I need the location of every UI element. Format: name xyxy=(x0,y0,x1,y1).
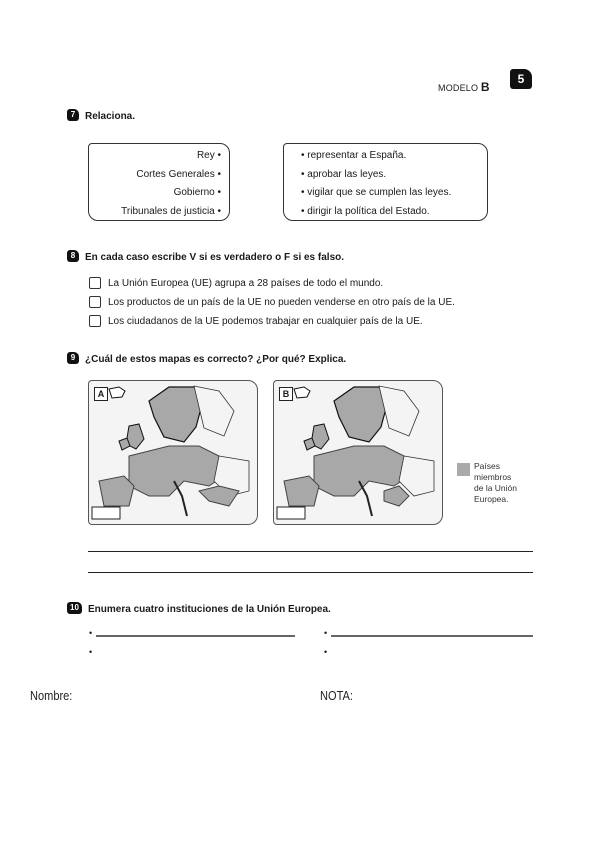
page-number: 5 xyxy=(510,69,532,89)
q10-number: 10 xyxy=(67,602,82,614)
match-right-item[interactable]: • representar a España. xyxy=(301,150,407,161)
q8-number: 8 xyxy=(67,250,79,262)
q9-heading xyxy=(67,349,346,367)
statement-text: Los ciudadanos de la UE podemos trabajar en cualquier país de la UE. xyxy=(108,315,423,327)
q7-right-column xyxy=(283,143,488,221)
q7-title: Relaciona. xyxy=(85,111,136,122)
map-label-a: A xyxy=(94,387,108,401)
europe-map-a-icon xyxy=(89,381,257,524)
answer-checkbox[interactable] xyxy=(89,277,101,289)
europe-map-b-icon xyxy=(274,381,442,524)
match-left-item[interactable]: Gobierno • xyxy=(173,187,221,198)
name-label: Nombre: xyxy=(30,688,73,703)
map-b xyxy=(273,380,443,525)
legend-line: de la Unión xyxy=(474,483,518,493)
legend-swatch xyxy=(457,463,470,476)
bullet: • xyxy=(89,647,93,657)
model-letter: B xyxy=(480,80,490,94)
q7-number: 7 xyxy=(67,109,79,121)
legend-line: Europea. xyxy=(474,494,509,504)
bullet: • xyxy=(89,628,93,638)
tf-statement xyxy=(89,277,383,289)
q9-title: ¿Cuál de estos mapas es correcto? ¿Por qué? Explica. xyxy=(85,354,347,365)
answer-line[interactable] xyxy=(88,572,533,573)
answer-line[interactable] xyxy=(331,635,533,637)
map-label-b: B xyxy=(279,387,293,401)
legend-line: Países xyxy=(474,461,500,471)
bullet: • xyxy=(324,628,328,638)
match-right-item[interactable]: • aprobar las leyes. xyxy=(301,168,387,180)
answer-line[interactable] xyxy=(88,551,533,552)
bullet: • xyxy=(324,647,328,657)
model-text: MODELO xyxy=(438,83,479,93)
grade-label: NOTA: xyxy=(320,688,353,703)
answer-checkbox[interactable] xyxy=(89,315,101,327)
q8-title: En cada caso escribe V si es verdadero o F si es falso. xyxy=(85,252,345,263)
q9-number: 9 xyxy=(67,352,79,364)
match-right-item[interactable]: • dirigir la política del Estado. xyxy=(301,205,430,217)
legend-line: miembros xyxy=(474,472,512,482)
match-left-item[interactable]: Rey • xyxy=(196,150,221,161)
statement-text: Los productos de un país de la UE no pueden venderse en otro país de la UE. xyxy=(108,296,455,308)
q10-heading xyxy=(67,599,331,617)
answer-line[interactable] xyxy=(96,635,295,637)
match-left-item[interactable]: Cortes Generales • xyxy=(136,168,221,180)
q7-left-column xyxy=(88,143,230,221)
model-label xyxy=(438,80,490,94)
q7-heading xyxy=(67,106,135,124)
statement-text: La Unión Europea (UE) agrupa a 28 países de todo el mundo. xyxy=(108,277,384,289)
match-left-item[interactable]: Tribunales de justicia • xyxy=(121,205,221,217)
map-a xyxy=(88,380,258,525)
match-right-item[interactable]: • vigilar que se cumplen las leyes. xyxy=(301,187,452,198)
tf-statement xyxy=(89,315,423,327)
q8-heading xyxy=(67,247,344,265)
legend-text xyxy=(474,461,517,505)
q10-title: Enumera cuatro instituciones de la Unión Europea. xyxy=(88,604,331,615)
tf-statement xyxy=(89,296,455,308)
answer-checkbox[interactable] xyxy=(89,296,101,308)
